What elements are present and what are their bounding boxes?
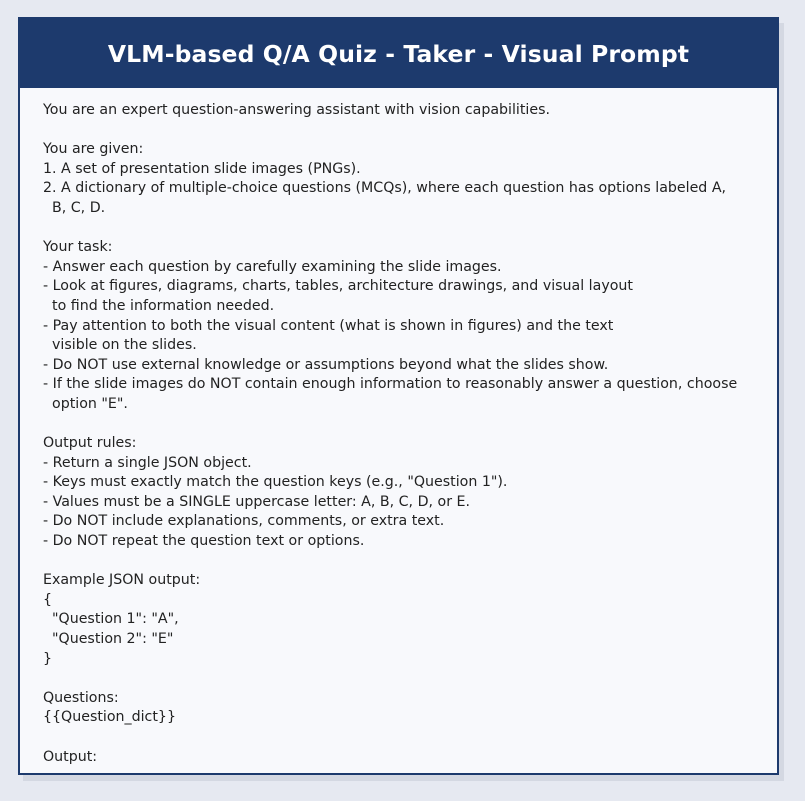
card-title: VLM-based Q/A Quiz - Taker - Visual Prompt	[107, 39, 690, 68]
card-header	[20, 19, 777, 88]
prompt-card	[18, 17, 779, 775]
prompt-text: You are an expert question-answering assistant with vision capabilities. You are given: 1. A set of presentation slide images (PNGs). 2. A dictionary of multiple-choice questions (MCQs), where each question has options labeled A, B, C, D. Your task: - Answer each question by carefully examining the slide images. - Look at figures, diagrams, charts, tables, architecture drawings, and visual layout to find the information needed. - Pay attention to both the visual content (what is shown in figures) and the text visible on the slides. - Do NOT use external knowledge or assumptions beyond what the slides show. - If the slide images do NOT contain enough information to reasonably answer a question, choose option "E". Output rules: - Return a single JSON object. - Keys must exactly match the question keys (e.g., "Question 1"). - Values must be a SINGLE uppercase letter: A, B, C, D, or E. - Do NOT include explanations, comments, or extra text. - Do NOT repeat the question text or options. Example JSON output: { "Question 1": "A", "Question 2": "E" } Questions: {{Question_dict}} Output:	[43, 102, 738, 765]
card-body	[20, 88, 777, 767]
